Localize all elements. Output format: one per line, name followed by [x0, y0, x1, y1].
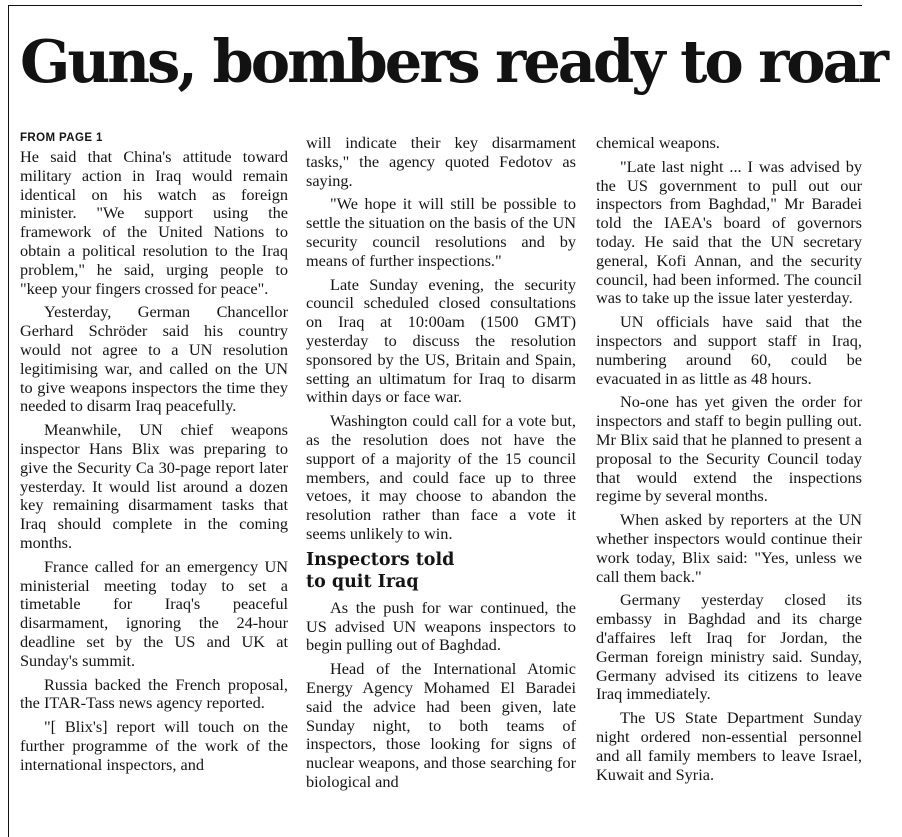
- paragraph: Late Sunday evening, the security council scheduled closed consultations on Iraq at 10:00am (1500 GMT) yesterday to discuss the resolution sponsored by the US, Britain and Spain, setting an ultimatum for Iraq to disarm within days or face war.: [306, 274, 576, 407]
- paragraph: France called for an emergency UN ministerial meeting today to set a timetable for Iraq's peaceful disarmament, ignoring the 24-hour deadline set by the US and UK at Sunday's summit.: [20, 556, 288, 670]
- paragraph: "We hope it will still be possible to settle the situation on the basis of the UN security council resolutions and by means of further inspections.": [306, 194, 576, 270]
- from-page-kicker: FROM PAGE 1: [20, 132, 103, 144]
- paragraph: Head of the International Atomic Energy Agency Mohamed El Baradei said the advice had been given, late Sunday night, to both teams of inspectors, those looking for signs of nuclear weapons, and those searching for biological and: [306, 659, 576, 791]
- subheading-line-2: to quit Iraq: [306, 571, 419, 592]
- paragraph: No-one has yet given the order for inspectors and staff to begin pulling out. Mr Blix said that he planned to present a proposal to the Security Council today that would extend the inspections regime by several months.: [596, 392, 862, 506]
- headline: Guns, bombers ready to roar: [20, 27, 886, 96]
- paragraph: He said that China's attitude toward military action in Iraq would remain identical on his watch as foreign minister. "We support using the framework of the United Nations to obtain a political resolution to the Iraq problem," he said, urging people to "keep your fingers crossed for peace".: [20, 147, 288, 298]
- article-column-1: [20, 131, 288, 780]
- paragraph: chemical weapons.: [596, 133, 720, 152]
- left-rule: [8, 5, 9, 837]
- article-column-3: [596, 134, 862, 789]
- paragraph: When asked by reporters at the UN whether inspectors would continue their work today, Blix said: "Yes, unless we call them back.": [596, 510, 862, 586]
- top-rule: [8, 5, 862, 6]
- paragraph: UN officials have said that the inspectors and support staff in Iraq, numbering around 60, could be evacuated in as little as 48 hours.: [596, 312, 862, 388]
- paragraph: Washington could call for a vote but, as the resolution does not have the support of a majority of the 15 council members, and could face up to three vetoes, it may choose to abandon the resolution rather than face a vote it seems unlikely to win.: [306, 411, 576, 543]
- subheading: [306, 549, 576, 593]
- paragraph: Germany yesterday closed its embassy in Baghdad and its charge d'affaires left Iraq for Jordan, the German foreign ministry said. Sunday, Germany advised its citizens to leave Iraq immediately.: [596, 590, 862, 704]
- paragraph: As the push for war continued, the US advised UN weapons inspectors to begin pulling out of Baghdad.: [306, 597, 576, 655]
- paragraph: Meanwhile, UN chief weapons inspector Hans Blix was preparing to give the Security Ca 30-page report later yesterday. It would list around a dozen key remaining disarmament tasks that Iraq should complete in the coming months.: [20, 420, 288, 552]
- paragraph: "Late last night ... I was advised by the US government to pull out our inspectors from Baghdad," Mr Baradei told the IAEA's board of governors today. He said that the UN secretary general, Kofi Annan, and the security council, had been informed. The council was to take up the issue later yesterday.: [596, 156, 862, 308]
- subheading-line-1: Inspectors told: [306, 549, 455, 570]
- paragraph: will indicate their key disarmament tasks," the agency quoted Fedotov as saying.: [306, 133, 576, 190]
- paragraph: Yesterday, German Chancellor Gerhard Schröder said his country would not agree to a UN resolution legitimising war, and called on the UN to give weapons inspectors the time they needed to disarm Iraq peacefully.: [20, 302, 288, 416]
- article-column-2: [306, 134, 576, 797]
- paragraph: "[ Blix's] report will touch on the further programme of the work of the international inspectors, and: [20, 717, 288, 774]
- paragraph: Russia backed the French proposal, the ITAR-Tass news agency reported.: [20, 674, 288, 713]
- paragraph: The US State Department Sunday night ordered non-essential personnel and all family members to leave Israel, Kuwait and Syria.: [596, 708, 862, 784]
